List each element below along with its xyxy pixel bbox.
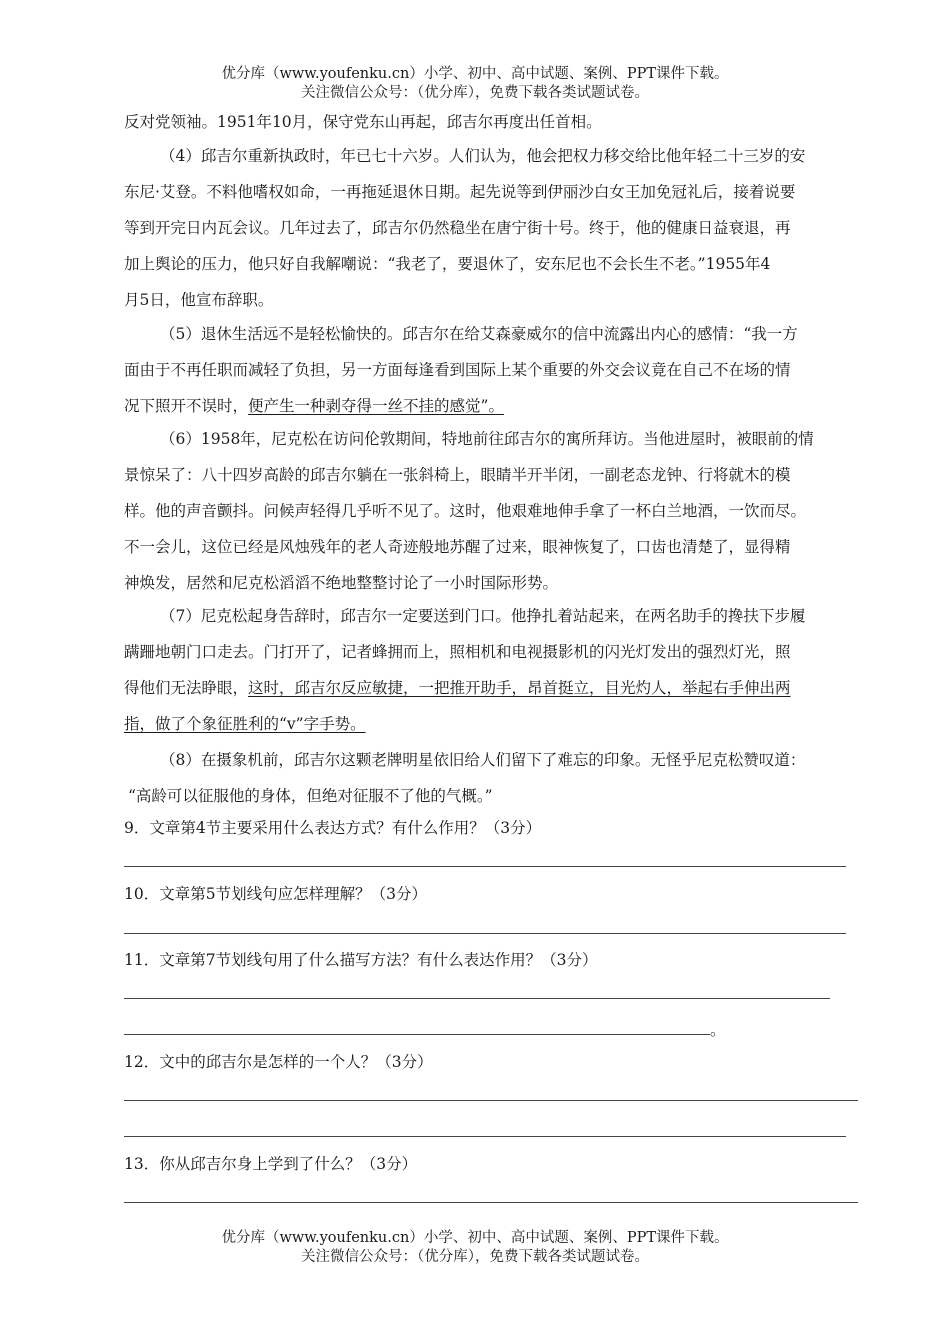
answer-line-q11-1[interactable]	[124, 998, 830, 999]
page-header-line-2: 关注微信公众号：（优分库），免费下载各类试题试卷。	[301, 85, 649, 101]
answer-line-q10[interactable]	[124, 933, 846, 934]
plain-text: 况下照开不误时，	[124, 397, 249, 415]
answer-end-mark: 。	[710, 1021, 726, 1039]
paragraph-line: 神焕发，居然和尼克松滔滔不绝地整整讨论了一小时国际形势。	[124, 574, 559, 592]
paragraph-line: “高龄可以征服他的身体，但绝对征服不了他的气概。”	[128, 787, 493, 805]
answer-line-q12-1[interactable]	[124, 1100, 858, 1101]
paragraph-line: 面由于不再任职而减轻了负担，另一方面每逢看到国际上某个重要的外交会议竟在自己不在场的情	[124, 361, 791, 379]
underlined-sentence-p7: 这时，邱吉尔反应敏捷，一把推开助手，昂首挺立，目光灼人，举起右手伸出两	[248, 679, 791, 697]
paragraph-line: 不一会儿，这位已经是风烛残年的老人奇迹般地苏醒了过来，眼神恢复了，口齿也清楚了，显得精	[124, 538, 791, 556]
paragraph-line: 景惊呆了：八十四岁高龄的邱吉尔躺在一张斜椅上，眼睛半开半闭，一副老态龙钟、行将就木的模	[124, 466, 791, 484]
paragraph-line: （5）退休生活远不是轻松愉快的。邱吉尔在给艾森豪威尔的信中流露出内心的感情：“我一方	[160, 325, 798, 343]
question-13: 13．你从邱吉尔身上学到了什么？（3分）	[124, 1155, 418, 1173]
paragraph-line: 样。他的声音颤抖。问候声轻得几乎听不见了。这时，他艰难地伸手拿了一杯白兰地酒，一饮而尽。	[124, 502, 807, 520]
paragraph-line: （4）邱吉尔重新执政时，年已七十六岁。人们认为，他会把权力移交给比他年轻二十三岁的安	[160, 147, 806, 165]
page-footer-line-1: 优分库（www.youfenku.cn）小学、初中、高中试题、案例、PPT课件下载。	[221, 1230, 729, 1246]
paragraph-line	[124, 714, 366, 734]
question-12: 12．文中的邱吉尔是怎样的一个人？（3分）	[124, 1053, 433, 1071]
plain-text: 得他们无法睁眼，	[124, 679, 249, 697]
underlined-sentence-p7-cont: 指，做了个象征胜利的“v”字手势。	[124, 715, 366, 733]
page-footer-line-2: 关注微信公众号：（优分库），免费下载各类试题试卷。	[301, 1249, 649, 1265]
underlined-sentence-p5: 便产生一种剥夺得一丝不挂的感觉”。	[248, 397, 504, 415]
paragraph-line	[124, 396, 504, 416]
paragraph-line: 东尼·艾登。不料他嗜权如命，一再拖延退休日期。起先说等到伊丽沙白女王加免冠礼后，接着说要	[124, 183, 796, 201]
paragraph-line: 等到开完日内瓦会议。几年过去了，邱吉尔仍然稳坐在唐宁街十号。终于，他的健康日益衰退，再	[124, 219, 791, 237]
question-11: 11．文章第7节划线句用了什么描写方法？有什么表达作用？（3分）	[124, 951, 598, 969]
paragraph-line: （7）尼克松起身告辞时，邱吉尔一定要送到门口。他挣扎着站起来，在两名助手的搀扶下步履	[160, 607, 806, 625]
answer-line-q13[interactable]	[124, 1202, 858, 1203]
paragraph-line: 月5日，他宣布辞职。	[124, 291, 274, 309]
answer-line-q9[interactable]	[124, 866, 846, 867]
paragraph-line: （8）在摄象机前，邱吉尔这颗老牌明星依旧给人们留下了难忘的印象。无怪乎尼克松赞叹道：	[160, 751, 806, 769]
paragraph-line: 加上舆论的压力，他只好自我解嘲说：“我老了，要退休了，安东尼也不会长生不老。”1955年4	[124, 255, 771, 273]
answer-line-q12-2[interactable]	[124, 1136, 846, 1137]
question-10: 10．文章第5节划线句应怎样理解？（3分）	[124, 885, 427, 903]
paragraph-line	[124, 678, 791, 698]
paragraph-line: 蹒跚地朝门口走去。门打开了，记者蜂拥而上，照相机和电视摄影机的闪光灯发出的强烈灯光，照	[124, 643, 791, 661]
page-header-line-1: 优分库（www.youfenku.cn）小学、初中、高中试题、案例、PPT课件下载。	[221, 66, 729, 82]
paragraph-line: （6）1958年，尼克松在访问伦敦期间，特地前往邱吉尔的寓所拜访。当他进屋时，被眼前的情	[160, 430, 814, 448]
question-9: 9．文章第4节主要采用什么表达方式？有什么作用？（3分）	[124, 819, 542, 837]
answer-line-q11-2[interactable]	[124, 1034, 710, 1035]
paragraph-3-end: 反对党领袖。1951年10月，保守党东山再起，邱吉尔再度出任首相。	[124, 113, 602, 131]
